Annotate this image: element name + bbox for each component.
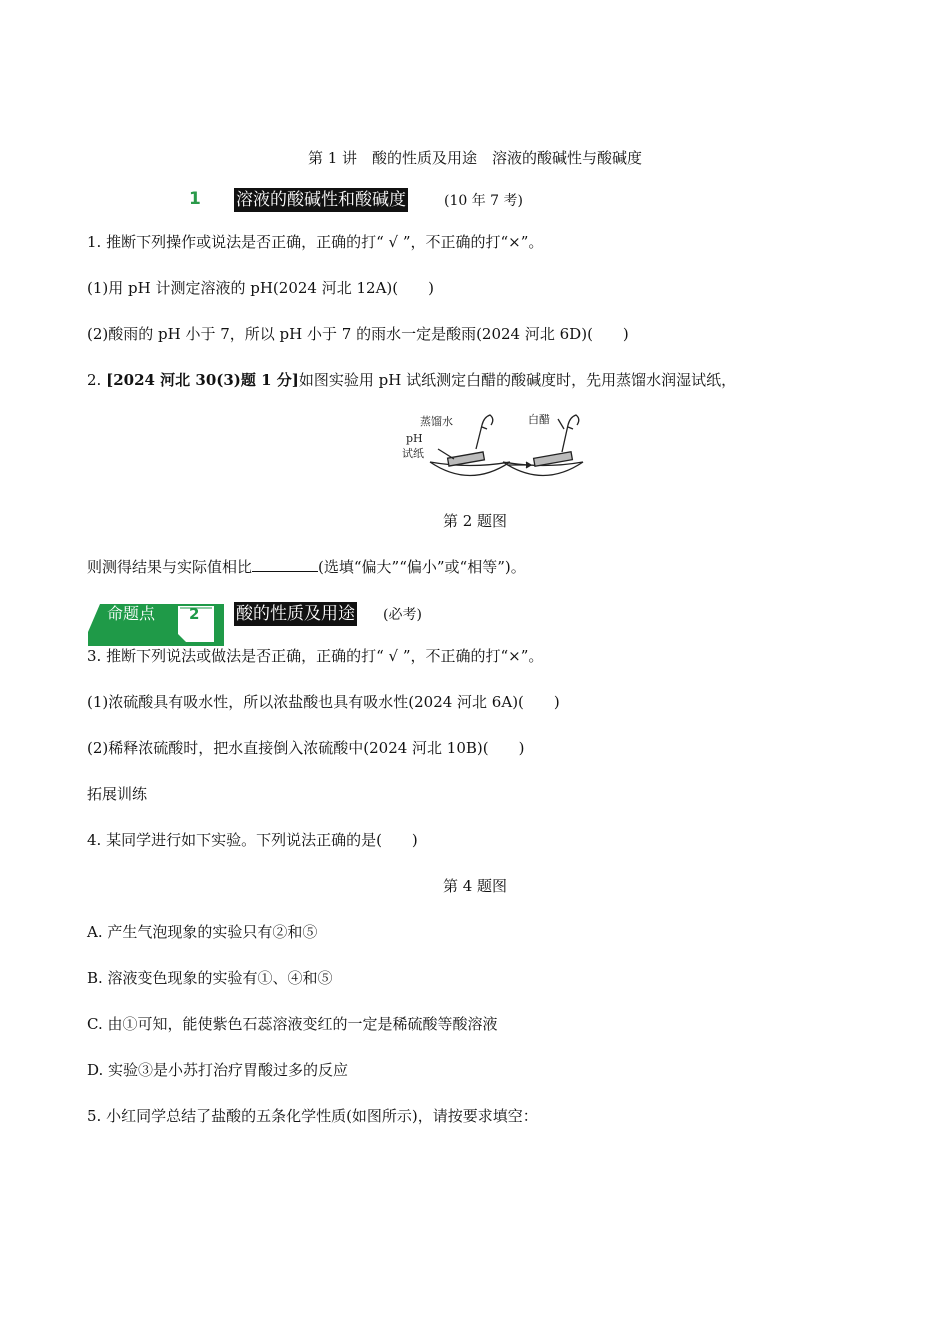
section-1-number: 1 <box>189 189 201 209</box>
page-title: 第 1 讲 酸的性质及用途 溶液的酸碱性与酸碱度 <box>307 149 643 167</box>
section-1-note: (10 年 7 考) <box>444 193 523 209</box>
question-5-stem: 5. 小红同学总结了盐酸的五条化学性质(如图所示)，请按要求填空： <box>87 1107 538 1125</box>
label-vinegar: 白醋 <box>528 413 550 426</box>
section-2-badge-text: 命题点 <box>107 604 156 623</box>
option-b: B. 溶液变色现象的实验有①、④和⑤ <box>87 969 333 987</box>
question-2-answer-after: (选填“偏大”“偏小”或“相等”)。 <box>318 558 526 576</box>
question-2-prefix: 2. <box>87 371 107 389</box>
question-2-stem: 如图实验用 pH 试纸测定白醋的酸碱度时，先用蒸馏水润湿试纸， <box>298 371 737 389</box>
question-2-answer-before: 则测得结果与实际值相比 <box>87 558 253 576</box>
question-1-item-1: (1)用 pH 计测定溶液的 pH(2024 河北 12A)( ) <box>87 279 434 297</box>
section-2-note: (必考) <box>383 607 422 623</box>
answer-blank[interactable] <box>252 557 318 572</box>
option-c: C. 由①可知，能使紫色石蕊溶液变红的一定是稀硫酸等酸溶液 <box>87 1015 498 1033</box>
question-2-source: [2024 河北 30(3)题 1 分] <box>106 371 299 389</box>
label-water: 蒸馏水 <box>420 415 453 428</box>
section-2-label: 酸的性质及用途 <box>236 604 355 624</box>
option-a: A. 产生气泡现象的实验只有②和⑤ <box>87 923 318 941</box>
section-1-label: 溶液的酸碱性和酸碱度 <box>236 190 406 210</box>
question-3-item-1: (1)浓硫酸具有吸水性，所以浓盐酸也具有吸水性(2024 河北 6A)( ) <box>87 693 560 711</box>
extension-label: 拓展训练 <box>87 785 148 803</box>
question-2-answer-line <box>87 557 526 577</box>
question-4-stem: 4. 某同学进行如下实验。下列说法正确的是( ) <box>87 831 418 849</box>
section-2-badge-number: 2 <box>189 605 200 623</box>
question-1-item-2: (2)酸雨的 pH 小于 7，所以 pH 小于 7 的雨水一定是酸雨(2024 河北 6D)( ) <box>87 325 629 343</box>
label-ph: pH <box>406 432 423 445</box>
question-3-item-2: (2)稀释浓硫酸时，把水直接倒入浓硫酸中(2024 河北 10B)( ) <box>87 739 525 757</box>
ph-test-figure <box>398 407 588 487</box>
figure-2-caption: 第 2 题图 <box>442 512 508 530</box>
figure-4-caption: 第 4 题图 <box>442 877 508 895</box>
question-2-stem-line <box>87 370 736 390</box>
question-1-stem: 1. 推断下列操作或说法是否正确，正确的打“ √ ”，不正确的打“×”。 <box>87 233 544 251</box>
option-d: D. 实验③是小苏打治疗胃酸过多的反应 <box>87 1061 349 1079</box>
label-paper: 试纸 <box>402 447 424 460</box>
question-3-stem: 3. 推断下列说法或做法是否正确，正确的打“ √ ”，不正确的打“×”。 <box>87 647 544 665</box>
